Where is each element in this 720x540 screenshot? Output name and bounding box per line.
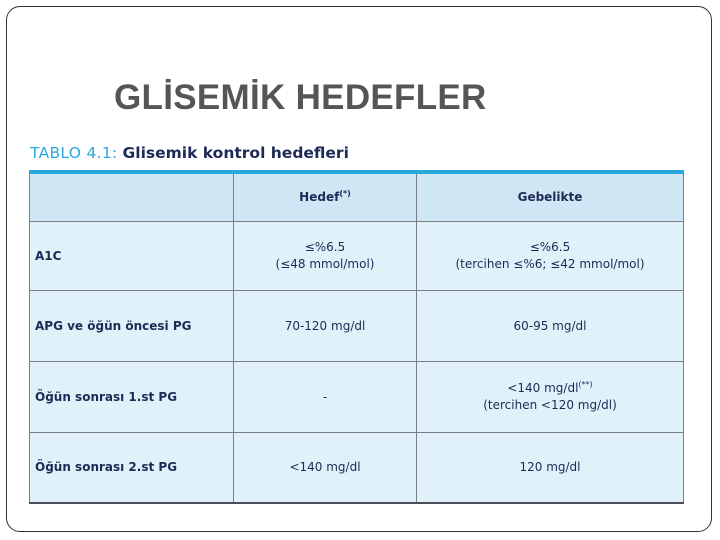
table-row bbox=[30, 291, 684, 362]
pregnancy-value bbox=[417, 362, 684, 433]
table-row bbox=[30, 222, 684, 291]
row-label: Öğün sonrası 1.st PG bbox=[30, 362, 234, 433]
target-value bbox=[234, 433, 417, 504]
target-value-line: <140 mg/dl bbox=[289, 460, 361, 474]
header-target-label: Hedef bbox=[299, 190, 340, 204]
table-header-row bbox=[30, 172, 684, 222]
table-row bbox=[30, 362, 684, 433]
pregnancy-value-text: <140 mg/dl bbox=[507, 381, 579, 395]
slide-title: GLİSEMİK HEDEFLER bbox=[114, 78, 487, 117]
table-caption-text: Glisemik kontrol hedefleri bbox=[122, 144, 349, 162]
table-caption-label: TABLO 4.1: bbox=[30, 144, 118, 162]
pregnancy-value-line: ≤%6.5 bbox=[529, 240, 571, 254]
pregnancy-value-line bbox=[423, 380, 677, 397]
pregnancy-value-marker: (**) bbox=[578, 380, 593, 389]
target-value-line: (≤48 mmol/mol) bbox=[275, 257, 375, 271]
pregnancy-value-line: (tercihen ≤%6; ≤42 mmol/mol) bbox=[455, 257, 645, 271]
target-value-line: - bbox=[322, 389, 328, 404]
pregnancy-value bbox=[417, 291, 684, 362]
table-row bbox=[30, 433, 684, 504]
row-label: Öğün sonrası 2.st PG bbox=[30, 433, 234, 504]
header-empty-cell bbox=[30, 172, 234, 222]
row-label: APG ve öğün öncesi PG bbox=[30, 291, 234, 362]
glycemic-targets-table bbox=[29, 170, 684, 504]
target-value bbox=[234, 291, 417, 362]
header-target bbox=[234, 172, 417, 222]
target-value-line: 70-120 mg/dl bbox=[284, 318, 366, 333]
table-caption bbox=[30, 144, 349, 162]
pregnancy-value-line: (tercihen <120 mg/dl) bbox=[483, 398, 617, 412]
pregnancy-value bbox=[417, 222, 684, 291]
target-value bbox=[234, 222, 417, 291]
target-value-line: ≤%6.5 bbox=[304, 240, 346, 254]
target-value bbox=[234, 362, 417, 433]
header-pregnancy: Gebelikte bbox=[417, 172, 684, 222]
row-label: A1C bbox=[30, 222, 234, 291]
pregnancy-value-line: 60-95 mg/dl bbox=[513, 318, 587, 333]
pregnancy-value-line: 120 mg/dl bbox=[519, 460, 581, 474]
header-target-marker: (*) bbox=[339, 189, 351, 198]
pregnancy-value bbox=[417, 433, 684, 504]
